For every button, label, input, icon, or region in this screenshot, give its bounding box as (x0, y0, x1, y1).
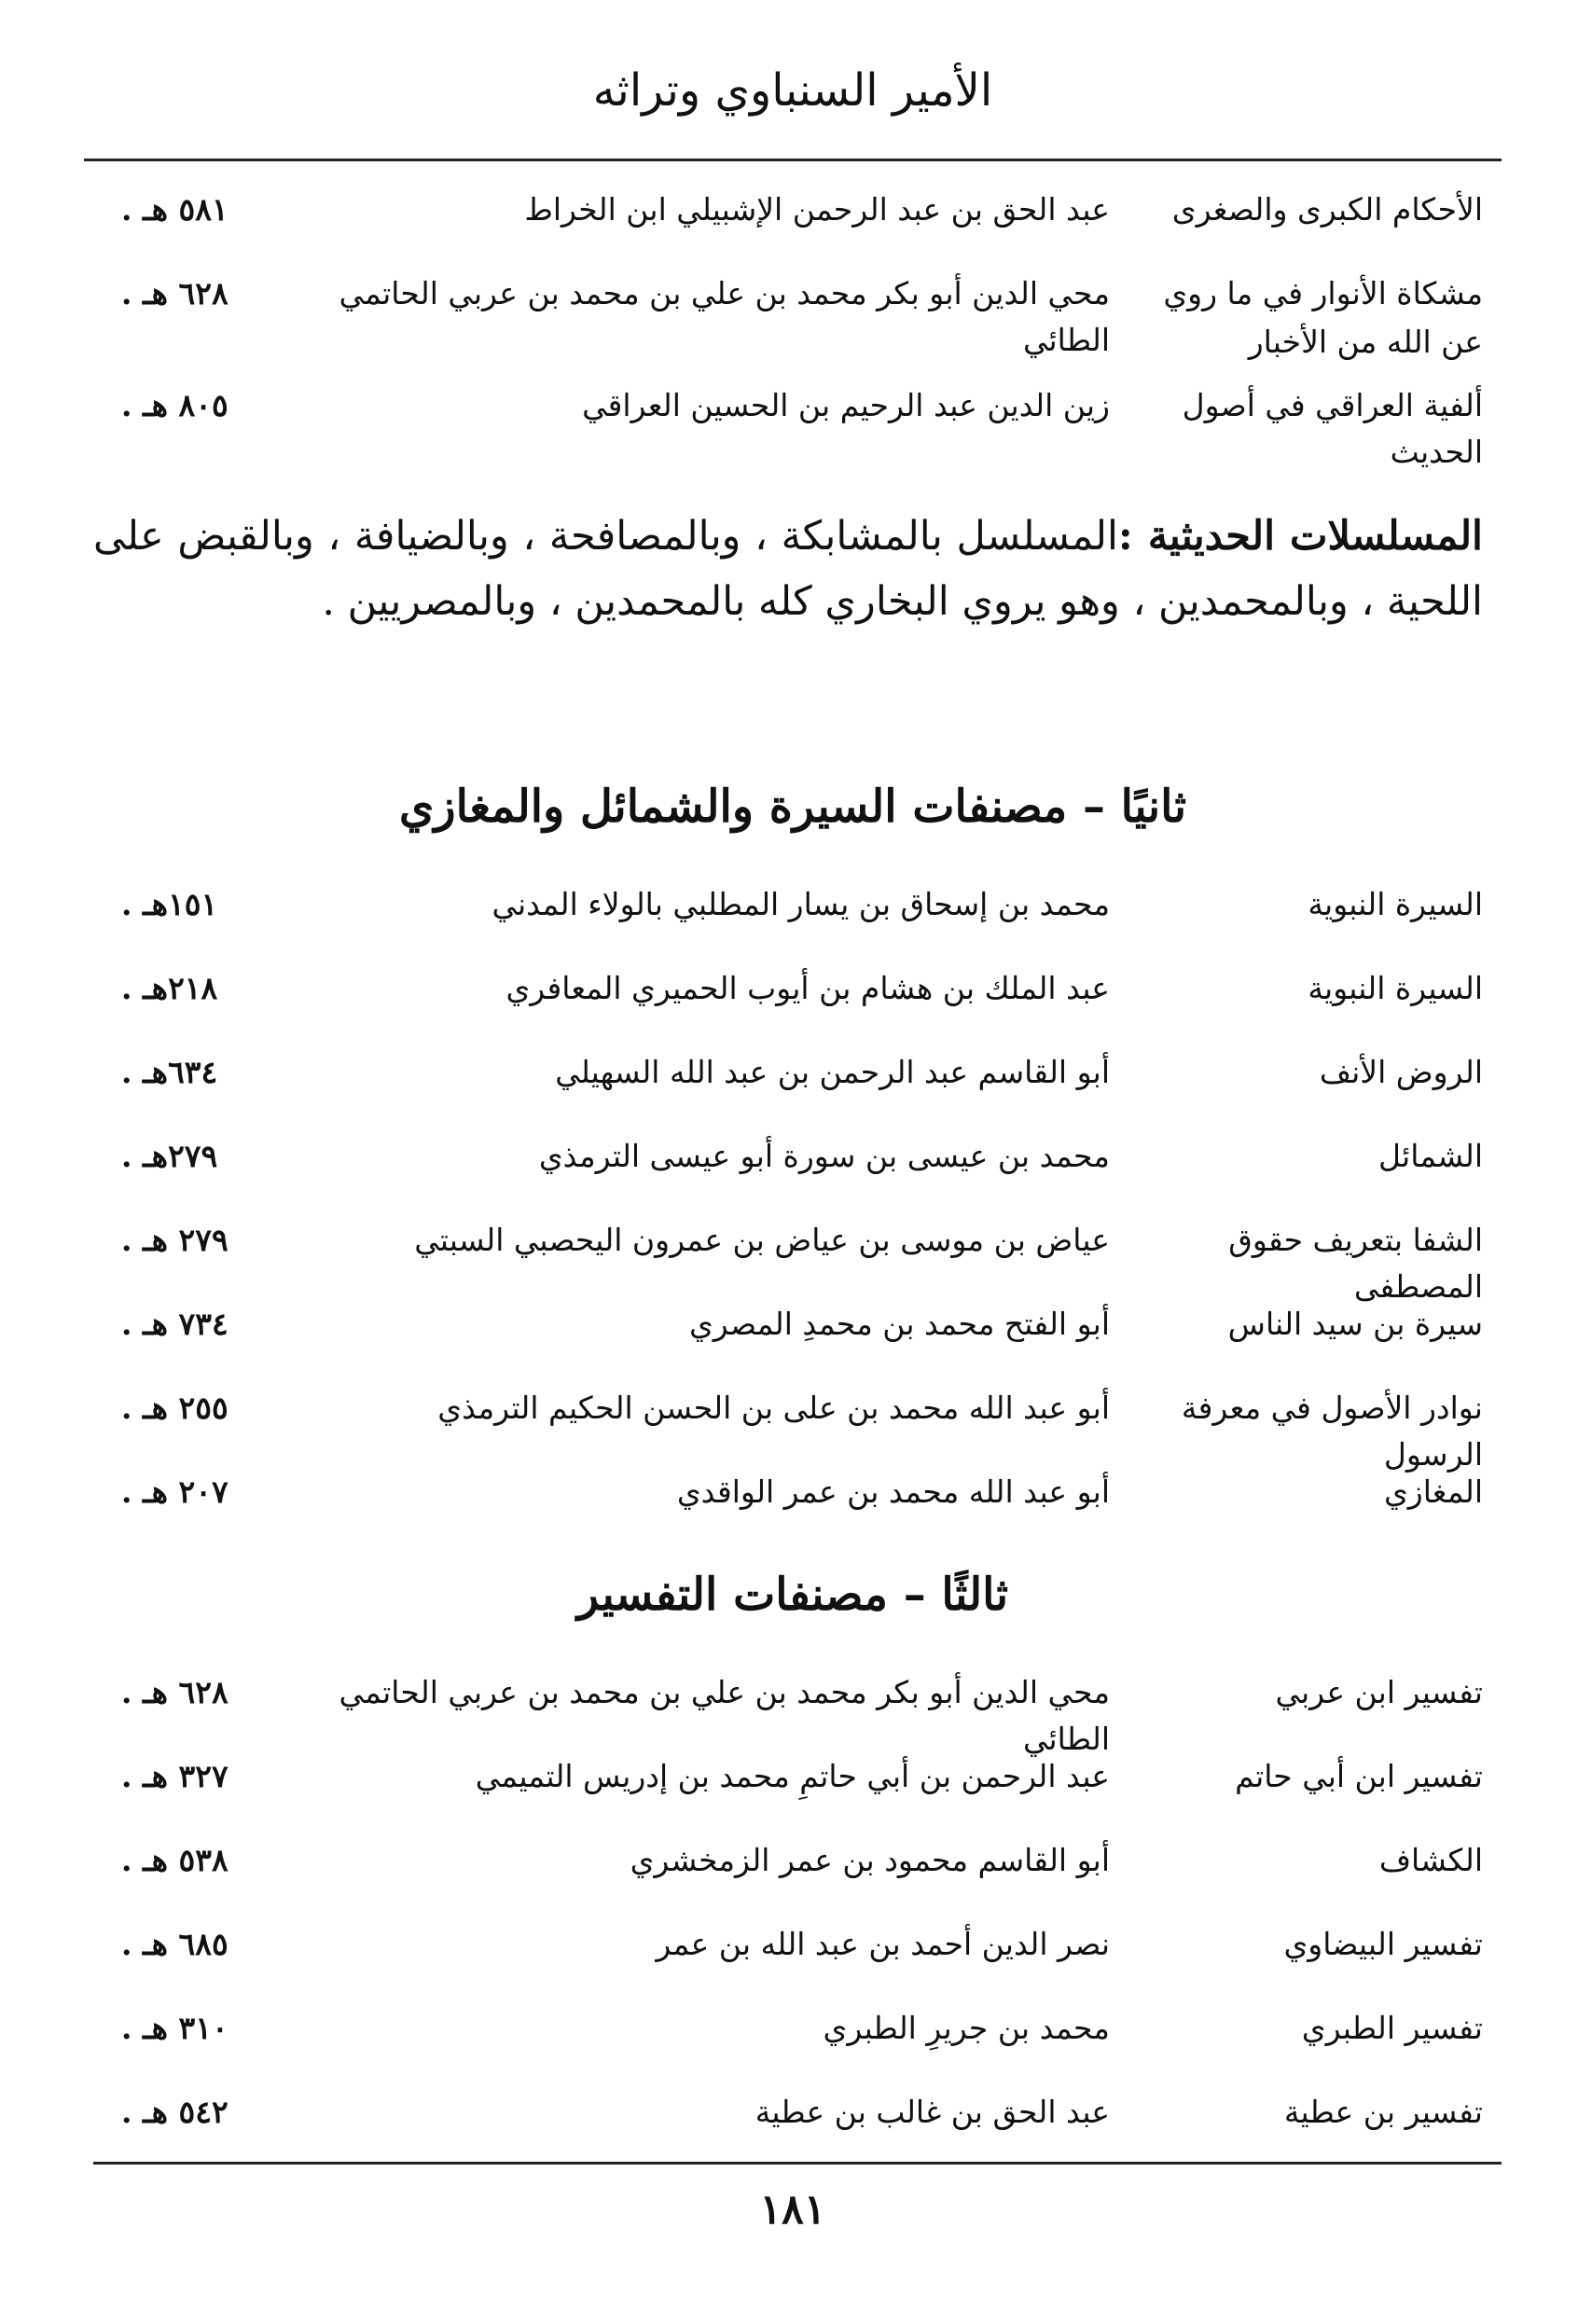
death-date: ٢٧٩هـ . (121, 1138, 218, 1174)
section-three-list (121, 1669, 1483, 2173)
work-author: أبو الفتح محمد بن محمدِ المصري (688, 1306, 1110, 1342)
death-date: ٢٧٩ هـ . (121, 1222, 228, 1258)
page-number: ١٨١ (759, 2186, 826, 2234)
list-item (121, 1217, 1483, 1305)
death-date: ٥٣٨ هـ . (121, 1842, 228, 1878)
death-date: ٣١٠ هـ . (121, 2010, 228, 2046)
work-title: تفسير بن عطية (1283, 2094, 1483, 2130)
work-author: أبو القاسم محمود بن عمر الزمخشري (630, 1842, 1110, 1878)
work-title: الشمائل (1378, 1138, 1483, 1174)
work-author: عبد الملك بن هشام بن أيوب الحميري المعافري (505, 970, 1110, 1006)
work-title: مشكاة الأنوار في ما روي (1163, 275, 1483, 311)
list-item (121, 1049, 1483, 1133)
work-title: الشفا بتعريف حقوق المصطفى (1228, 1222, 1483, 1305)
work-title: تفسير البيضاوي (1283, 1926, 1483, 1962)
list-item (121, 965, 1483, 1049)
death-date: ٣٢٧ هـ . (121, 1758, 228, 1794)
work-author: عبد الرحمن بن أبي حاتمِ محمد بن إدريس التميمي (475, 1758, 1110, 1794)
work-author: عبد الحق بن عبد الرحمن الإشبيلي ابن الخراط (524, 191, 1110, 228)
list-item (121, 1133, 1483, 1217)
section-two-list (121, 881, 1483, 1553)
list-item (121, 2089, 1483, 2173)
work-author: محي الدين أبو بكر محمد بن علي بن محمد بن عربي الحاتمي الطائي (339, 275, 1110, 358)
work-title: السيرة النبوية (1308, 886, 1483, 922)
work-title: تفسير الطبري (1301, 2010, 1483, 2046)
work-title: نوادر الأصول في معرفة الرسول (1181, 1390, 1483, 1473)
death-date: ٧٣٤ هـ . (121, 1306, 228, 1342)
work-author: محمد بن عيسى بن سورة أبو عيسى الترمذي (538, 1138, 1110, 1174)
work-title-continued: عن الله من الأخبار (1248, 324, 1483, 360)
work-author: محمد بن جريرِ الطبري (823, 2010, 1110, 2046)
work-author: أبو القاسم عبد الرحمن بن عبد الله السهيلي (555, 1054, 1110, 1090)
work-title: تفسير ابن أبي حاتم (1235, 1758, 1483, 1794)
list-item (121, 1385, 1483, 1473)
work-author: أبو عبد الله محمد بن على بن الحسن الحكيم الترمذي (437, 1390, 1110, 1426)
work-author: زين الدين عبد الرحيم بن الحسين العراقي (582, 387, 1110, 423)
work-title: ألفية العراقي في أصول الحديث (1182, 387, 1483, 470)
work-author: محمد بن إسحاق بن يسار المطلبي بالولاء المدني (491, 886, 1110, 922)
section-one-list (121, 187, 1483, 470)
list-item (121, 270, 1483, 382)
work-author: أبو عبد الله محمد بن عمر الواقدي (676, 1473, 1110, 1510)
paragraph-body: المسلسل بالمشابكة ، وبالمصافحة ، وبالضيافة ، وبالقبض على اللحية ، وبالمحمدين ، وهو يروي البخاري كله بالمحمدين ، وبالمصريين . (93, 513, 1483, 625)
list-item (121, 187, 1483, 242)
running-head: الأمير السنباوي وتراثه (592, 64, 993, 117)
work-title: الكشاف (1378, 1842, 1483, 1878)
header-rule (84, 159, 1502, 161)
death-date: ٢٠٧ هـ . (121, 1473, 228, 1510)
death-date: ١٥١هـ . (121, 886, 218, 922)
work-title: المغازي (1383, 1473, 1483, 1510)
list-item (121, 881, 1483, 965)
list-item (121, 1753, 1483, 1837)
work-title: السيرة النبوية (1308, 970, 1483, 1006)
section-heading-tafsir: ثالثًا – مصنفات التفسير (576, 1569, 1009, 1621)
death-date: ٢١٨هـ . (121, 970, 218, 1006)
musalsalat-paragraph (93, 504, 1483, 634)
list-item (121, 1669, 1483, 1757)
death-date: ٦٢٨ هـ . (121, 275, 228, 311)
work-author: عياض بن موسى بن عياض بن عمرون اليحصبي السبتي (414, 1222, 1110, 1258)
death-date: ٦٣٤هـ . (121, 1054, 218, 1090)
work-title: تفسير ابن عربي (1275, 1674, 1483, 1710)
work-author: محي الدين أبو بكر محمد بن علي بن محمد بن عربي الحاتمي الطائي (339, 1674, 1110, 1757)
list-item (121, 2005, 1483, 2089)
death-date: ٥٤٢ هـ . (121, 2094, 228, 2130)
work-title: الروض الأنف (1319, 1054, 1483, 1090)
death-date: ٦٢٨ هـ . (121, 1674, 228, 1710)
work-title: الأحكام الكبرى والصغرى (1171, 191, 1483, 228)
footer-rule (93, 2162, 1502, 2165)
death-date: ٥٨١ هـ . (121, 191, 228, 228)
list-item (121, 1837, 1483, 1921)
section-heading-sira: ثانيًا – مصنفات السيرة والشمائل والمغازي (398, 781, 1187, 833)
death-date: ٨٠٥ هـ . (121, 387, 228, 423)
work-author: نصر الدين أحمد بن عبد الله بن عمر (656, 1926, 1110, 1962)
work-author: عبد الحق بن غالب بن عطية (754, 2094, 1110, 2130)
paragraph-lead: المسلسلات الحديثية : (1117, 513, 1483, 560)
death-date: ٦٨٥ هـ . (121, 1926, 228, 1962)
list-item (121, 382, 1483, 470)
work-title: سيرة بن سيد الناس (1227, 1306, 1483, 1342)
death-date: ٢٥٥ هـ . (121, 1390, 228, 1426)
list-item (121, 1469, 1483, 1553)
list-item (121, 1301, 1483, 1385)
list-item (121, 1921, 1483, 2005)
